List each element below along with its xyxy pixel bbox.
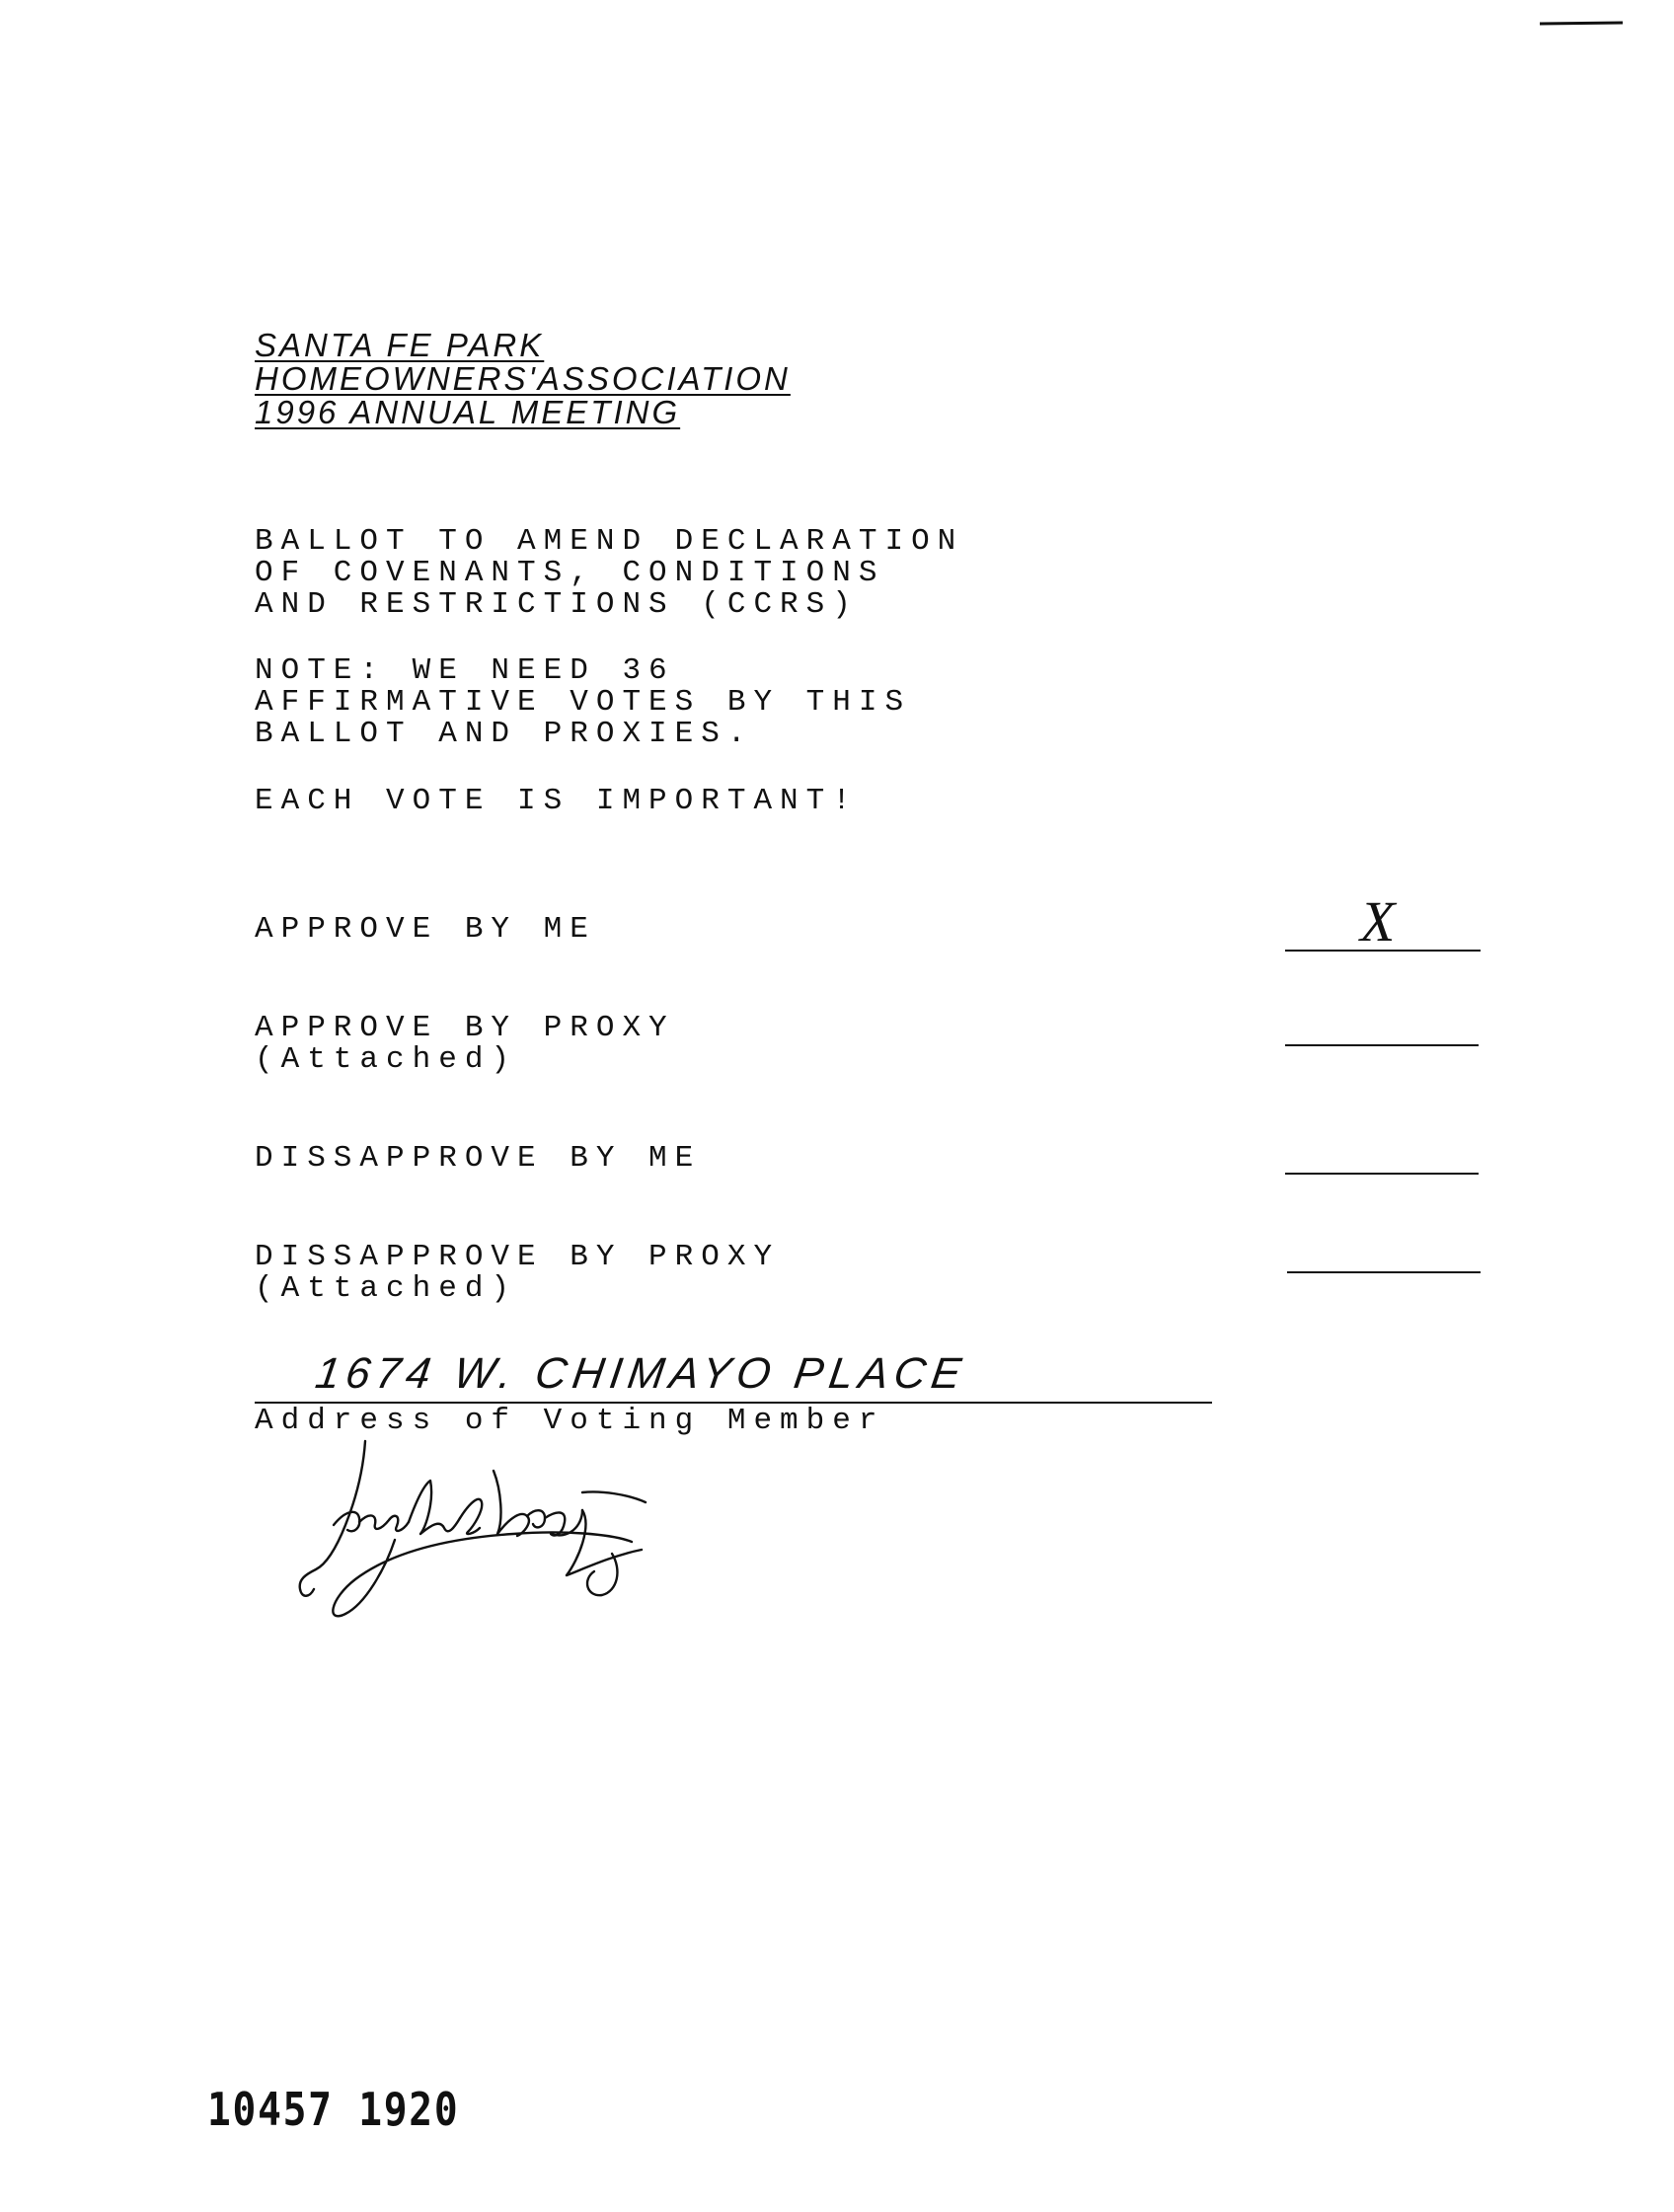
ballot-title-line-3: AND RESTRICTIONS (CCRS) — [255, 587, 859, 622]
vote-line-disapprove-by-me[interactable] — [1285, 1173, 1479, 1175]
option-disapprove-by-proxy — [255, 1242, 780, 1305]
each-vote-statement — [255, 786, 859, 817]
handwritten-address: 1674 W. CHIMAYO PLACE — [312, 1349, 970, 1398]
ballot-title-line-2: OF COVENANTS, CONDITIONS — [255, 556, 885, 590]
header-line-2: HOMEOWNERS'ASSOCIATION — [255, 360, 791, 397]
option-label: APPROVE BY PROXY — [255, 1011, 675, 1045]
vote-x-mark: X — [1360, 889, 1396, 953]
note-line-2: AFFIRMATIVE VOTES BY THIS — [255, 685, 912, 720]
option-approve-by-me — [255, 914, 596, 946]
option-disapprove-by-me — [255, 1143, 701, 1175]
note-line-1: NOTE: WE NEED 36 — [255, 653, 675, 688]
corner-scan-mark — [1540, 22, 1623, 26]
option-approve-by-proxy — [255, 1013, 675, 1076]
document-id: 10457 1920 — [207, 2083, 460, 2136]
signature — [286, 1431, 760, 1648]
option-label: DISSAPPROVE BY ME — [255, 1141, 702, 1176]
option-label: DISSAPPROVE BY PROXY — [255, 1240, 781, 1274]
header-line-3: 1996 ANNUAL MEETING — [255, 394, 681, 430]
note-block — [255, 655, 911, 750]
association-header — [255, 329, 791, 429]
vote-line-disapprove-by-proxy[interactable] — [1287, 1271, 1481, 1273]
note-line-3: BALLOT AND PROXIES. — [255, 717, 754, 751]
address-label-text: Address of Voting Member — [255, 1404, 885, 1438]
vote-line-approve-by-proxy[interactable] — [1285, 1044, 1479, 1046]
ballot-title — [255, 526, 963, 621]
option-label: APPROVE BY ME — [255, 912, 596, 947]
option-sublabel: (Attached) — [255, 1271, 518, 1306]
option-sublabel: (Attached) — [255, 1042, 518, 1077]
header-line-1: SANTA FE PARK — [255, 327, 545, 363]
each-vote-line: EACH VOTE IS IMPORTANT! — [255, 784, 859, 818]
ballot-title-line-1: BALLOT TO AMEND DECLARATION — [255, 524, 964, 559]
